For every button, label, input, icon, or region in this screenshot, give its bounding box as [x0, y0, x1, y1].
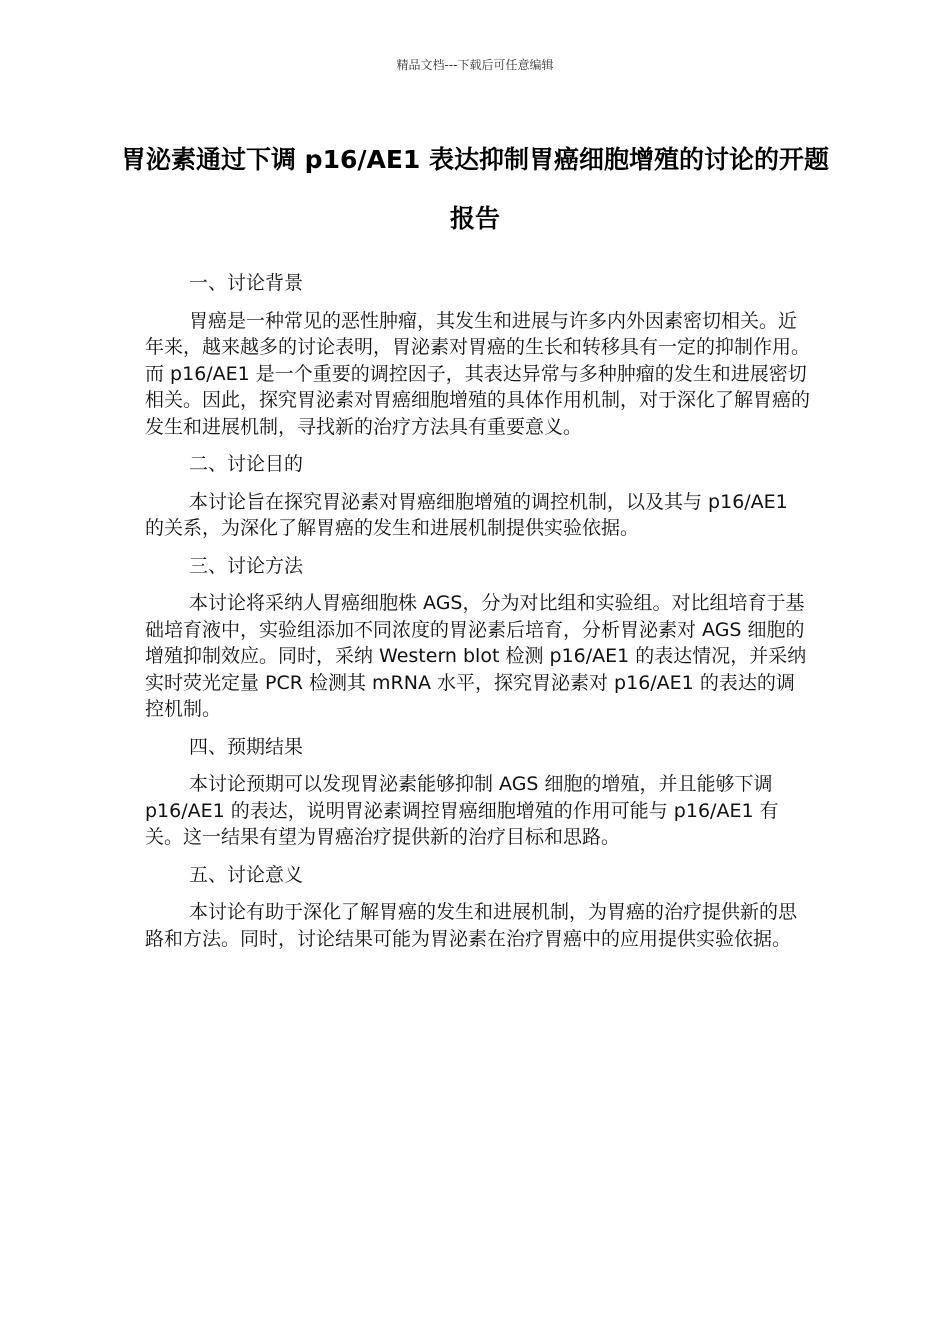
section-paragraph-background: 胃癌是一种常见的恶性肿瘤，其发生和进展与许多内外因素密切相关。近年来，越来越多的讨论表明，胃泌素对胃癌的生长和转移具有一定的抑制作用。而 p16/AE1 是一个重要的调控因子，其表达异常与多种肿瘤的发生和进展密切相关。因此，探究胃泌素对胃癌细胞增殖的具体作用机制，对于深化了解胃癌的发生和进展机制，寻找新的治疗方法具有重要意义。	[145, 309, 811, 438]
section-paragraph-significance: 本讨论有助于深化了解胃癌的发生和进展机制，为胃癌的治疗提供新的思路和方法。同时，讨论结果可能为胃泌素在治疗胃癌中的应用提供实验依据。	[145, 901, 798, 950]
section-paragraph-methods: 本讨论将采纳人胃癌细胞株 AGS，分为对比组和实验组。对比组培育于基础培育液中，实验组添加不同浓度的胃泌素后培育，分析胃泌素对 AGS 细胞的增殖抑制效应。同时，采纳 Western blot 检测 p16/AE1 的表达情况，并采纳实时荧光定量 PCR 检测其 mRNA 水平，探究胃泌素对 p16/AE1 的表达的调控机制。	[145, 592, 807, 720]
section-paragraph-purpose: 本讨论旨在探究胃泌素对胃癌细胞增殖的调控机制，以及其与 p16/AE1 的关系，为深化了解胃癌的发生和进展机制提供实验依据。	[145, 490, 788, 539]
section-heading-methods: 三、讨论方法	[189, 554, 304, 577]
section-heading-expected-results: 四、预期结果	[189, 735, 304, 758]
section-heading-background: 一、讨论背景	[189, 272, 304, 294]
header-note: 精品文档---下载后可任意编辑	[396, 58, 554, 72]
document-title: 胃泌素通过下调 p16/AE1 表达抑制胃癌细胞增殖的讨论的开题报告	[120, 145, 830, 233]
document-body	[145, 270, 810, 963]
section-heading-purpose: 二、讨论目的	[189, 453, 304, 475]
section-heading-significance: 五、讨论意义	[189, 863, 304, 886]
section-paragraph-expected-results: 本讨论预期可以发现胃泌素能够抑制 AGS 细胞的增殖，并且能够下调 p16/AE1 的表达，说明胃泌素调控胃癌细胞增殖的作用可能与 p16/AE1 有关。这一结果有望为胃癌治疗提供新的治疗目标和思路。	[145, 773, 779, 848]
